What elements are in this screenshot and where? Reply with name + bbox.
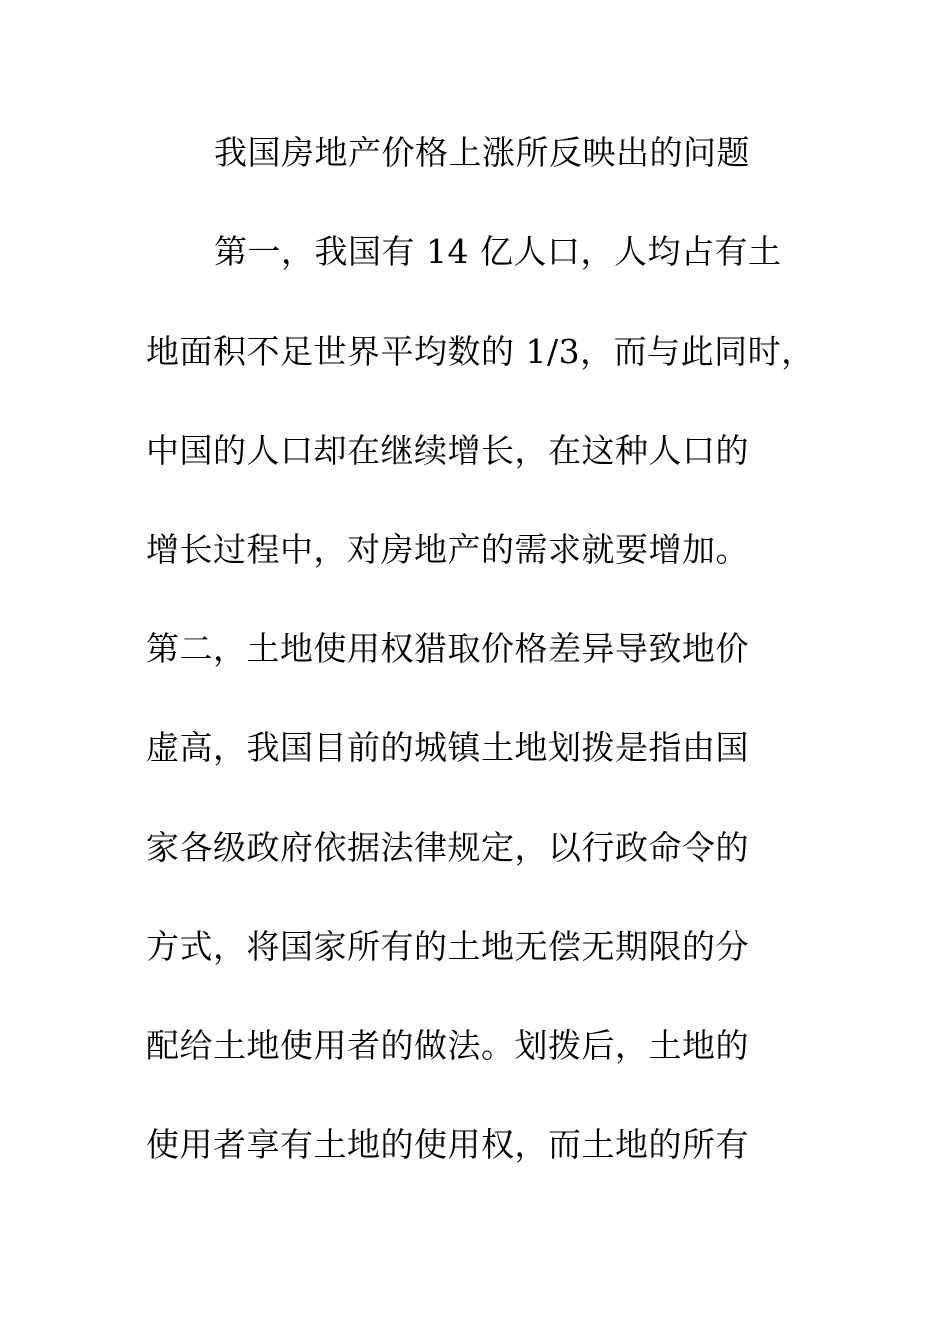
paragraph-line-7: 家各级政府依据法律规定，以行政命令的 [146, 828, 749, 867]
paragraph-line-9: 配给土地使用者的做法。划拨后，土地的 [146, 1026, 749, 1065]
paragraph-line-8: 方式，将国家所有的土地无偿无期限的分 [146, 927, 749, 966]
paragraph-line-5: 第二，土地使用权猎取价格差异导致地价 [146, 629, 749, 668]
paragraph-line-2: 地面积不足世界平均数的 1/3，而与此同时， [146, 332, 815, 371]
document-title: 我国房地产价格上涨所反映出的问题 [214, 133, 750, 172]
paragraph-line-4: 增长过程中，对房地产的需求就要增加。 [146, 530, 749, 569]
paragraph-line-3: 中国的人口却在继续增长，在这种人口的 [146, 431, 749, 470]
paragraph-line-1: 第一，我国有 14 亿人口，人均占有土 [214, 232, 782, 271]
paragraph-line-10: 使用者享有土地的使用权，而土地的所有 [146, 1125, 749, 1164]
paragraph-line-6: 虚高，我国目前的城镇土地划拨是指由国 [146, 728, 749, 767]
